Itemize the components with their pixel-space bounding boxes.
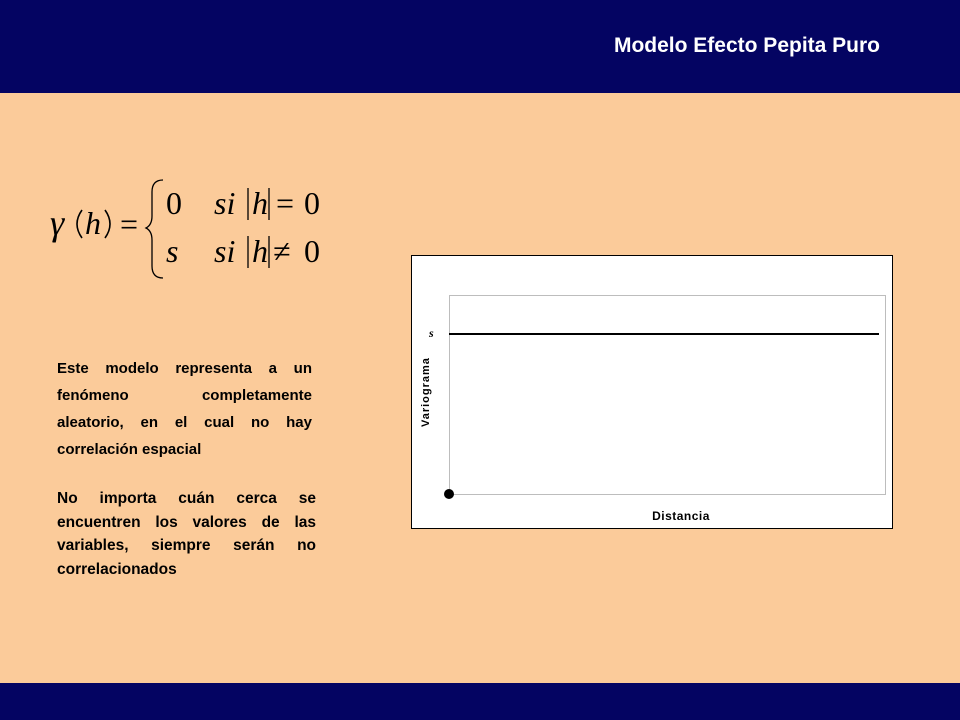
case2-h: h bbox=[252, 233, 268, 269]
case2-si: si bbox=[214, 233, 236, 269]
formula-paren-right bbox=[105, 210, 110, 238]
page-title: Modelo Efecto Pepita Puro bbox=[613, 34, 880, 57]
case1-h: h bbox=[252, 185, 268, 221]
case2-relation: ≠ bbox=[273, 233, 291, 269]
case1-si: si bbox=[214, 185, 236, 221]
case2-value: s bbox=[166, 233, 179, 269]
case1-relation: = bbox=[276, 185, 295, 221]
x-axis-label: Distancia bbox=[652, 509, 710, 523]
note-paragraph: No importa cuán cerca se encuentren los valores de las variables, siempre serán no correlacionados bbox=[57, 490, 316, 578]
case2-rhs: 0 bbox=[304, 233, 320, 269]
variogram-chart bbox=[411, 255, 893, 529]
formula-paren-left bbox=[77, 210, 82, 238]
case1-rhs: 0 bbox=[304, 185, 320, 221]
nugget-origin-point bbox=[444, 489, 454, 499]
annotation-s: s bbox=[429, 326, 434, 340]
footer-bar bbox=[0, 683, 960, 720]
variogram-formula bbox=[48, 178, 338, 283]
formula-equals: = bbox=[120, 206, 139, 242]
formula-gamma: γ bbox=[50, 203, 65, 243]
formula-brace bbox=[146, 180, 163, 278]
description-paragraph: Este modelo representa a un fenómeno completamente aleatorio, en el cual no hay correlación espacial bbox=[57, 360, 312, 458]
y-axis-label: Variograma bbox=[420, 357, 432, 427]
case1-value: 0 bbox=[166, 185, 182, 221]
formula-h: h bbox=[85, 205, 101, 241]
plot-area bbox=[450, 296, 886, 495]
